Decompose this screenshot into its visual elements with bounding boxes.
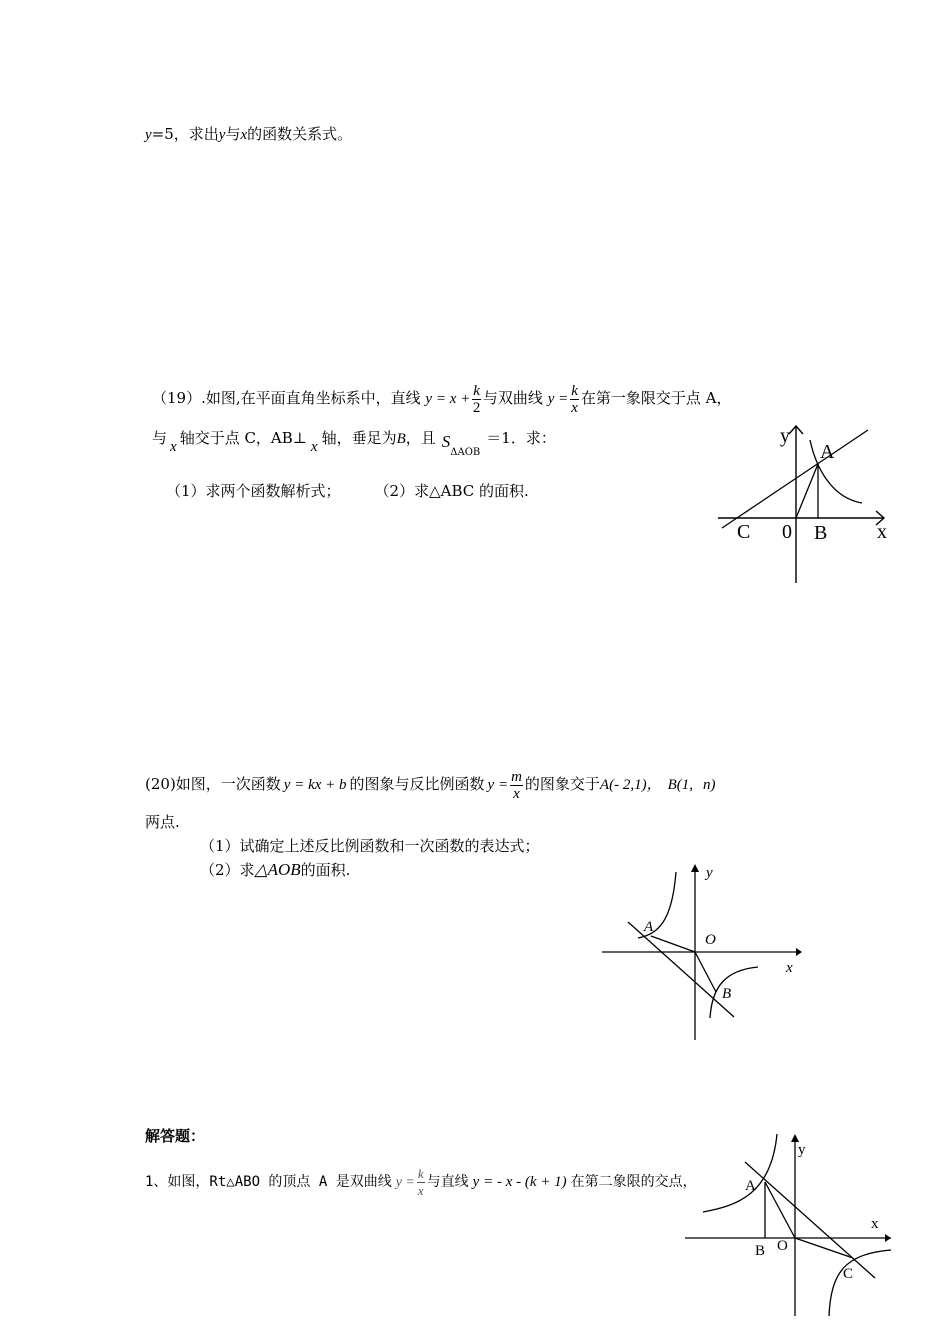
answers-heading bbox=[145, 1126, 205, 1146]
equation: y = bbox=[487, 777, 509, 793]
text: 与 bbox=[152, 429, 168, 447]
question-1: （1）求两个函数解析式； bbox=[166, 482, 341, 500]
text: 的图象交于 bbox=[524, 775, 600, 793]
x-label: x bbox=[877, 521, 887, 543]
problem-19-line-1 bbox=[152, 378, 732, 418]
y-label: y bbox=[780, 425, 790, 447]
numerator: k bbox=[417, 1165, 424, 1181]
text: 1、如图，Rt△ABO 的顶点 A 是双曲线 bbox=[145, 1174, 392, 1190]
text: ＝1．求： bbox=[486, 429, 556, 447]
var-y: y bbox=[145, 127, 152, 143]
point-C-label: C bbox=[737, 521, 751, 543]
point-B-label: B bbox=[755, 1243, 766, 1259]
x-arrow bbox=[885, 1234, 891, 1242]
y-label: y bbox=[798, 1142, 806, 1158]
segment-OC bbox=[795, 1238, 853, 1258]
problem-20-line-1 bbox=[145, 762, 716, 806]
text: 与直线 bbox=[426, 1174, 469, 1190]
point-A: A(- 2,1)， bbox=[599, 777, 662, 793]
point-A-label: A bbox=[745, 1178, 756, 1194]
text: 轴，垂足为 bbox=[321, 429, 397, 447]
numerator: k bbox=[473, 382, 480, 399]
text: .如图,在平面直角坐标系中，直线 bbox=[201, 389, 421, 407]
equation: y = bbox=[395, 1175, 415, 1190]
fraction-k-x bbox=[417, 1166, 425, 1199]
line-graph bbox=[722, 430, 868, 528]
text: 与双曲线 bbox=[482, 389, 543, 407]
hyperbola-branch-4 bbox=[710, 967, 758, 1018]
segment-OA bbox=[651, 936, 695, 952]
figure-21 bbox=[685, 1132, 895, 1318]
equation: y = x + bbox=[425, 391, 471, 407]
segment-AO bbox=[765, 1182, 795, 1238]
var-B: B bbox=[396, 431, 406, 447]
origin-label: 0 bbox=[782, 521, 792, 543]
y-arrow bbox=[791, 1134, 799, 1142]
numerator: k bbox=[571, 382, 578, 399]
numerator: m bbox=[511, 768, 522, 785]
problem-20-question-1 bbox=[200, 836, 540, 856]
point-B-label: B bbox=[722, 986, 732, 1002]
segment-OA bbox=[796, 464, 818, 518]
text: 轴交于点 C，AB⊥ bbox=[179, 429, 307, 447]
text: (20)如图，一次函数 bbox=[145, 775, 281, 793]
point-B-label: B bbox=[814, 522, 828, 544]
point-A-label: A bbox=[644, 919, 654, 935]
question-2: （2）求△ABC 的面积. bbox=[374, 482, 529, 500]
denominator: x bbox=[417, 1182, 424, 1198]
var-y: y bbox=[218, 127, 226, 143]
value-n: n) bbox=[703, 777, 716, 793]
var-S: S bbox=[441, 432, 451, 451]
text: 在第一象限交于点 A， bbox=[580, 389, 732, 407]
var-x: x bbox=[170, 439, 177, 455]
text: =5，求出 bbox=[151, 125, 219, 143]
problem-19-questions bbox=[166, 481, 529, 501]
equation: y = kx + b bbox=[283, 777, 347, 793]
heading: 解答题： bbox=[145, 1127, 206, 1145]
text: ，且 bbox=[405, 429, 436, 447]
problem-20-line-2 bbox=[145, 812, 180, 832]
y-label: y bbox=[706, 865, 713, 881]
origin-label: O bbox=[705, 932, 716, 948]
text: 的图象与反比例函数 bbox=[349, 775, 485, 793]
problem-label: （19） bbox=[152, 389, 202, 407]
y-arrow bbox=[691, 864, 699, 872]
subscript: ΔAOB bbox=[450, 447, 481, 458]
problem-20-question-2 bbox=[200, 860, 350, 880]
point-A-label: A bbox=[820, 441, 835, 463]
fraction-m-x bbox=[510, 769, 523, 802]
point-C-label: C bbox=[843, 1266, 854, 1282]
fraction-k-x bbox=[570, 383, 579, 416]
figure-20 bbox=[598, 862, 808, 1042]
segment-OB bbox=[695, 952, 716, 992]
text: 的函数关系式。 bbox=[247, 125, 353, 143]
x-label: x bbox=[786, 960, 793, 976]
equation: y = bbox=[547, 391, 569, 407]
answers-q1 bbox=[145, 1162, 697, 1202]
triangle-AOB: △AOB bbox=[254, 860, 301, 879]
x-label: x bbox=[871, 1216, 879, 1232]
text: （2）求 bbox=[200, 861, 255, 879]
text: 的面积. bbox=[300, 861, 351, 879]
figure-19 bbox=[712, 418, 902, 588]
hyperbola-branch-2 bbox=[703, 1134, 777, 1212]
origin-label: O bbox=[777, 1238, 788, 1254]
denominator: 2 bbox=[472, 399, 481, 416]
question-1: （1）试确定上述反比例函数和一次函数的表达式； bbox=[200, 837, 540, 855]
text: 在第二象限的交点， bbox=[570, 1174, 697, 1190]
fraction-k-2 bbox=[472, 383, 481, 416]
var-x: x bbox=[240, 127, 248, 143]
text: 与 bbox=[225, 125, 241, 143]
x-arrow bbox=[796, 948, 802, 956]
denominator: x bbox=[571, 399, 578, 416]
var-x: x bbox=[310, 439, 318, 455]
text: 两点. bbox=[145, 813, 180, 831]
denominator: x bbox=[513, 785, 520, 802]
hyperbola-branch-4 bbox=[829, 1250, 891, 1316]
point-B: B(1, bbox=[667, 777, 693, 793]
top-line bbox=[145, 124, 352, 145]
equation: y = - x - (k + 1) bbox=[472, 1174, 567, 1190]
